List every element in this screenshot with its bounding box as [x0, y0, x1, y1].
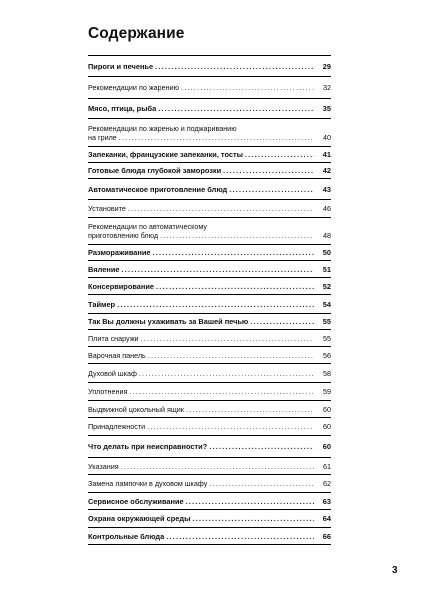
toc-entry-title: Вяление [88, 264, 120, 274]
dot-leader [229, 185, 314, 194]
toc-entry[interactable] [88, 493, 331, 510]
toc-entry-title: Готовые блюда глубокой заморозки [88, 166, 222, 175]
dot-leader [245, 150, 314, 159]
page-number: 3 [392, 565, 398, 576]
toc-entry[interactable] [88, 295, 331, 314]
toc-entry[interactable] [88, 347, 331, 364]
toc-entry-title: на гриле [88, 132, 117, 142]
toc-entry-title: Указания [88, 461, 119, 471]
toc-entry-title: Духовой шкаф [88, 368, 137, 378]
toc-entry-title: Так Вы должны ухаживать за Вашей печью [88, 317, 249, 326]
toc-entry-title: Варочная панель [88, 350, 146, 360]
toc-entry-page: 46 [323, 204, 331, 213]
toc-entry-title: Принадлежности [88, 422, 146, 431]
toc-entry[interactable] [88, 77, 331, 99]
toc-entry-title: Размораживание [88, 248, 151, 257]
toc-entry-title: Контрольные блюда [88, 531, 165, 541]
dot-leader [160, 231, 314, 240]
toc-entry-page: 40 [323, 132, 331, 142]
toc-entry[interactable] [88, 200, 331, 218]
dot-leader [153, 248, 315, 257]
toc-entry[interactable] [88, 163, 331, 179]
dot-leader [148, 351, 314, 360]
toc-entry-page: 55 [322, 317, 331, 326]
toc-entry[interactable] [88, 510, 331, 528]
dot-leader [186, 405, 314, 414]
toc-entry-page: 29 [322, 61, 331, 71]
toc-entry-page: 66 [322, 531, 331, 541]
toc-entry-title: Пироги и печенье [88, 61, 154, 71]
toc-entry-title: Автоматическое приготовление блюд [88, 184, 228, 194]
toc-entry-title: Установите [88, 204, 126, 213]
dot-leader [158, 104, 314, 113]
toc-entry-title: Уплотнения [88, 387, 128, 396]
toc-entry-page: 42 [322, 166, 331, 175]
toc-entry[interactable] [88, 261, 331, 278]
dot-leader [209, 479, 314, 488]
toc-entry-title: Сервисное обслуживание [88, 496, 184, 506]
toc-entry[interactable] [88, 99, 331, 119]
toc-entry-page: 55 [323, 333, 331, 343]
toc-entry[interactable] [88, 245, 331, 261]
toc-entry[interactable] [88, 330, 331, 347]
dot-leader [121, 265, 314, 274]
dot-leader [129, 387, 314, 396]
dot-leader [117, 300, 314, 309]
toc-entry-title: Охрана окружающей среды [88, 514, 191, 523]
toc-entry-page: 51 [322, 264, 331, 274]
toc-entry-title: Мясо, птица, рыба [88, 104, 157, 113]
dot-leader [166, 532, 314, 541]
toc-entry-title: Выдвижной цокольный ящик [88, 404, 184, 414]
toc-entry-page: 60 [323, 422, 331, 431]
toc-entry-title: приготовлению блюд [88, 231, 159, 240]
dot-leader [121, 462, 314, 471]
toc-entry-title: Таймер [88, 299, 116, 309]
toc-entry-page: 50 [322, 248, 331, 257]
dot-leader [128, 204, 314, 213]
toc-entry-page: 64 [322, 514, 331, 523]
toc-entry-page: 56 [323, 350, 331, 360]
toc-entry-title: Консервирование [88, 281, 155, 291]
toc-entry[interactable] [88, 147, 331, 163]
toc-entry-title: Рекомендации по жаренью и поджариванию [88, 123, 237, 133]
toc-entry-page: 63 [322, 496, 331, 506]
toc-entry-title: Плита снаружи [88, 333, 139, 343]
toc-entry-page: 58 [323, 368, 331, 378]
toc-entry-page: 54 [322, 299, 331, 309]
toc-entry[interactable] [88, 179, 331, 200]
dot-leader [223, 166, 314, 175]
toc-entry-page: 52 [322, 281, 331, 291]
page-title: Содержание [88, 25, 185, 42]
toc-entry[interactable] [88, 383, 331, 401]
toc-entry-page: 62 [323, 479, 331, 488]
toc-entry-page: 59 [323, 387, 331, 396]
toc-entry[interactable] [88, 436, 331, 458]
dot-leader [209, 442, 314, 451]
toc-entry[interactable] [88, 475, 331, 493]
dot-leader [181, 83, 314, 92]
toc-entry[interactable] [88, 364, 331, 383]
toc-entry[interactable] [88, 418, 331, 436]
dot-leader [119, 133, 314, 142]
toc-entry[interactable] [88, 56, 331, 77]
toc-entry[interactable] [88, 218, 331, 245]
dot-leader [186, 497, 314, 506]
dot-leader [192, 514, 314, 523]
dot-leader [155, 62, 314, 71]
toc-entry-title: Что делать при неисправности? [88, 442, 208, 451]
table-of-contents [88, 55, 331, 545]
dot-leader [156, 282, 314, 291]
toc-entry-title: Рекомендации по автоматическому [88, 222, 207, 231]
dot-leader [141, 334, 314, 343]
toc-entry-page: 32 [323, 83, 331, 92]
toc-entry-page: 48 [323, 231, 331, 240]
dot-leader [250, 317, 314, 326]
toc-entry-title: Замена лампочки в духовом шкафу [88, 479, 208, 488]
toc-entry[interactable] [88, 119, 331, 147]
toc-entry-page: 61 [323, 461, 331, 471]
dot-leader [139, 369, 314, 378]
toc-entry-page: 35 [322, 104, 331, 113]
toc-entry-page: 60 [322, 442, 331, 451]
toc-entry-page: 60 [323, 404, 331, 414]
toc-entry-title: Запеканки, французские запеканки, тосты [88, 150, 243, 159]
toc-entry[interactable] [88, 278, 331, 295]
dot-leader [147, 422, 314, 431]
toc-entry[interactable] [88, 314, 331, 330]
toc-entry-page: 43 [322, 184, 331, 194]
toc-entry-title: Рекомендации по жарению [88, 83, 180, 92]
toc-entry[interactable] [88, 401, 331, 418]
toc-entry-page: 41 [322, 150, 331, 159]
toc-entry[interactable] [88, 458, 331, 475]
toc-entry[interactable] [88, 528, 331, 545]
